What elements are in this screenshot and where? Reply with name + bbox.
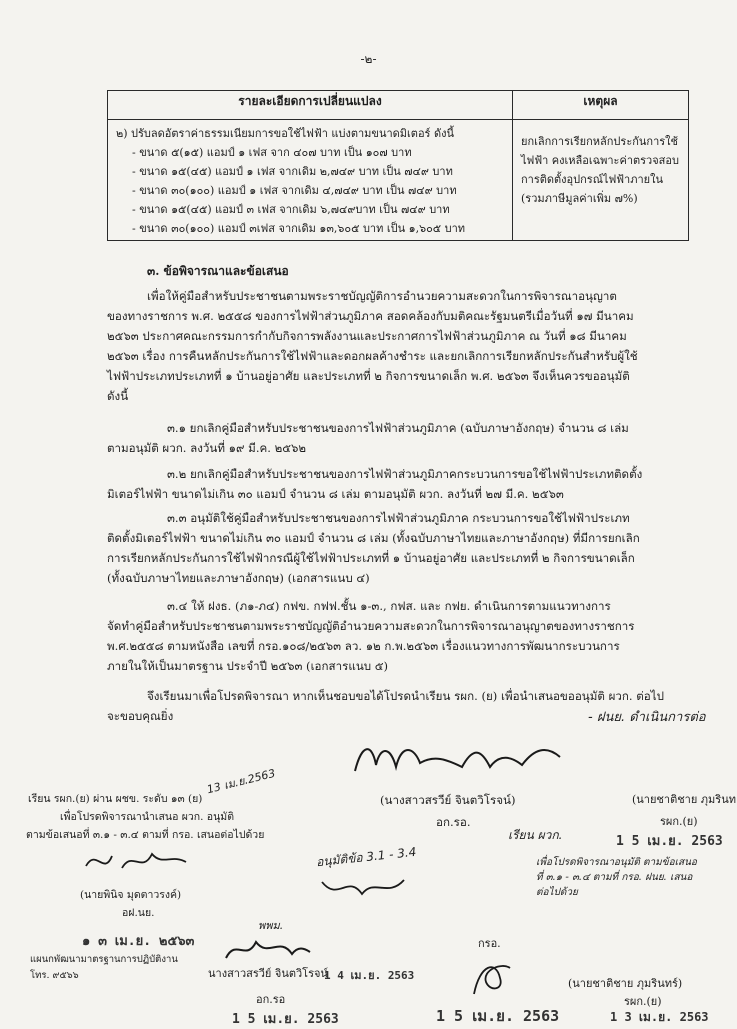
paragraph-line: ไฟฟ้าประเภทประเภทที่ ๑ บ้านอยู่อาศัย และประเภทที่ ๒ กิจการขนาดเล็ก พ.ศ. ๒๕๖๓ จึงเห็นควรขออนุมัติ bbox=[107, 369, 630, 383]
table-cell-details bbox=[108, 120, 513, 241]
phone-label: โทร. ๙๕๖๖ bbox=[30, 970, 79, 981]
reason-line: ไฟฟ้า คงเหลือเฉพาะค่าตรวจสอบ bbox=[521, 154, 679, 167]
paragraph-line: ๓.๑ ยกเลิกคู่มือสำหรับประชาชนของการไฟฟ้าส่วนภูมิภาค (ฉบับภาษาอังกฤษ) จำนวน ๘ เล่ม bbox=[167, 421, 629, 435]
reason-line: ยกเลิกการเรียกหลักประกันการใช้ bbox=[521, 135, 678, 148]
paragraph-line: ของทางราชการ พ.ศ. ๒๕๕๘ ของการไฟฟ้าส่วนภูมิภาค สอดคล้องกับมติคณะรัฐมนตรีเมื่อวันที่ ๑๗ มีนาคม bbox=[107, 309, 634, 323]
paragraph-line: ๓.๔ ให้ ฝงธ. (ภ๑-ภ๔) กฟข. กฟฟ.ชั้น ๑-๓., กฟส. และ กฟย. ดำเนินการตามแนวทางการ bbox=[167, 599, 611, 613]
left-line: ตามข้อเสนอที่ ๓.๑ - ๓.๔ ตามที่ กรอ. เสนอต่อไปด้วย bbox=[26, 829, 265, 841]
left-line: เพื่อโปรดพิจารณานำเสนอ ผวก. อนุมัติ bbox=[60, 811, 235, 823]
signer-title: อก.รอ. bbox=[436, 815, 471, 829]
approval-signature bbox=[318, 868, 408, 908]
paragraph-line: การเรียกหลักประกันการใช้ไฟฟ้ากรณีผู้ใช้ไฟฟ้าประเภทที่ ๑ บ้านอยู่อาศัย และประเภทที่ ๒ กิจการขนาดเล็ก bbox=[107, 551, 635, 565]
paragraph-line: จะขอบคุณยิ่ง bbox=[107, 709, 174, 723]
department-label: แผนกพัฒนามาตรฐานการปฏิบัติงาน bbox=[30, 954, 178, 965]
changes-table bbox=[107, 90, 689, 241]
paragraph-line: มิเตอร์ไฟฟ้า ขนาดไม่เกิน ๓๐ แอมป์ จำนวน ๘ เล่ม ตามอนุมัติ ผวก. ลงวันที่ ๒๗ มี.ค. ๒๕๖๓ bbox=[107, 487, 564, 501]
right-signer-name-2: (นายชาติชาย ภุมรินทร์) bbox=[568, 977, 683, 990]
paragraph-3-3 bbox=[107, 508, 697, 588]
right-signer-title: รผก.(ย) bbox=[660, 815, 698, 828]
handwritten-date: 13 เม.ย.2563 bbox=[205, 766, 277, 797]
left-signer-name: (นายพินิจ มุดตาวรงค์) bbox=[80, 889, 182, 901]
paragraph-line: ดังนี้ bbox=[107, 389, 129, 403]
date-stamp: 1 5 เม.ย. 2563 bbox=[232, 1012, 339, 1027]
paragraph-line: ๒๕๖๓ เรื่อง การคืนหลักประกันการใช้ไฟฟ้าและดอกผลค้างชำระ และยกเลิกการเรียกหลักประกันสำหรับผู้ใช้ bbox=[107, 349, 638, 363]
left-signer-title: อฝ.นย. bbox=[122, 907, 155, 919]
page-number: -๒- bbox=[360, 52, 377, 66]
handwritten-instruction: - ฝนย. ดำเนินการต่อ bbox=[588, 710, 706, 725]
handwritten-approval: อนุมัติข้อ 3.1 - 3.4 bbox=[315, 844, 417, 870]
paragraph-line: พ.ศ.๒๕๕๘ ตามหนังสือ เลขที่ กรอ.๑๐๘/๒๕๖๓ ลว. ๑๒ ก.พ.๒๕๖๓ เรื่องแนวทางการพัฒนากระบวนการ bbox=[107, 639, 620, 653]
list-item: - ขนาด ๑๕(๔๕) แอมป์ ๑ เฟส จากเดิม ๒,๗๔๙ บาท เป็น ๗๔๙ บาท bbox=[132, 165, 453, 178]
paragraph-line: ติดตั้งมิเตอร์ไฟฟ้า ขนาดไม่เกิน ๓๐ แอมป์ จำนวน ๘ เล่ม (ทั้งฉบับภาษาไทยและภาษาอังกฤษ) ที่มีการยกเลิก bbox=[107, 531, 640, 545]
gro-label: กรอ. bbox=[478, 937, 501, 950]
section-intro bbox=[107, 286, 697, 406]
right-signer-name: (นายชาติชาย ภุมรินท bbox=[632, 793, 736, 806]
left-signature bbox=[82, 846, 192, 882]
bottom-signature bbox=[222, 928, 312, 968]
handwritten-short-note: เรียน ผวก. bbox=[508, 828, 563, 842]
left-line: เรียน รผก.(ย) ผ่าน ผชข. ระดับ ๑๓ (ย) bbox=[28, 793, 203, 805]
date-stamp: 1 4 เม.ย. 2563 bbox=[324, 969, 415, 982]
paragraph-line: จัดทำคู่มือสำหรับประชาชนตามพระราชบัญญัติอำนวยความสะดวกในการพิจารณาอนุญาตของทางราชการ bbox=[107, 619, 635, 633]
item-title: ๒) ปรับลดอัตราค่าธรรมเนียมการขอใช้ไฟฟ้า แบ่งตามขนาดมิเตอร์ ดังนี้ bbox=[116, 127, 454, 140]
paragraph-3-1 bbox=[107, 418, 697, 458]
reason-line: (รวมภาษีมูลค่าเพิ่ม ๗%) bbox=[521, 192, 638, 205]
table-cell-reason bbox=[513, 120, 689, 241]
paragraph-line: ๓.๓ อนุมัติใช้คู่มือสำหรับประชาชนของการไฟฟ้าส่วนภูมิภาค กระบวนการขอใช้ไฟฟ้าประเภท bbox=[167, 511, 630, 525]
section-heading: ๓. ข้อพิจารณาและข้อเสนอ bbox=[147, 264, 289, 278]
table-header-details: รายละเอียดการเปลี่ยนแปลง bbox=[108, 91, 513, 120]
handwritten-right-note bbox=[536, 855, 736, 900]
reason-line: การติดตั้งอุปกรณ์ไฟฟ้าภายใน bbox=[521, 173, 663, 186]
list-item: - ขนาด ๓๐(๑๐๐) แอมป์ ๓เฟส จากเดิม ๑๓,๖๐๕ บาท เป็น ๑,๖๐๕ บาท bbox=[132, 222, 466, 235]
date-stamp: 1 3 เม.ย. 2563 bbox=[610, 1010, 709, 1024]
date-stamp: 1 5 เม.ย. 2563 bbox=[616, 834, 723, 849]
list-item: - ขนาด ๕(๑๕) แอมป์ ๑ เฟส จาก ๔๐๗ บาท เป็น ๑๐๗ บาท bbox=[132, 146, 412, 159]
main-signature bbox=[350, 733, 580, 783]
paragraph-line: ๒๕๖๓ ประกาศคณะกรรมการกำกับกิจการพลังงานและประกาศการไฟฟ้าส่วนภูมิภาค ณ วันที่ ๑๘ มีนาคม bbox=[107, 329, 627, 343]
paragraph-3-4 bbox=[107, 596, 697, 676]
date-stamp: ๑ ๓ เม.ย. ๒๕๖๓ bbox=[82, 934, 195, 949]
note-line: เพื่อโปรดพิจารณาอนุมัติ ตามข้อเสนอ bbox=[536, 857, 697, 868]
note-line: ที่ ๓.๑ - ๓.๔ ตามที่ กรอ. ฝนย. เสนอ bbox=[536, 872, 693, 883]
paragraph-line: ภายในให้เป็นมาตรฐาน ประจำปี ๒๕๖๓ (เอกสารแนบ ๕) bbox=[107, 659, 389, 673]
paragraph-line: ๓.๒ ยกเลิกคู่มือสำหรับประชาชนของการไฟฟ้าส่วนภูมิภาคกระบวนการขอใช้ไฟฟ้าประเภทติดตั้ง bbox=[167, 467, 643, 481]
signer-name: (นางสาวสรวีย์ จินตวิโรจน์) bbox=[380, 793, 516, 807]
bottom-signer-name: นางสาวสรวีย์ จินตวิโรจน์ bbox=[208, 967, 328, 980]
paragraph-line: ตามอนุมัติ ผวก. ลงวันที่ ๑๙ มี.ค. ๒๕๖๒ bbox=[107, 441, 307, 455]
paragraph-line: จึงเรียนมาเพื่อโปรดพิจารณา หากเห็นชอบขอได้โปรดนำเรียน รผก. (ย) เพื่อนำเสนอขออนุมัติ ผวก. ต่อไป bbox=[147, 689, 664, 703]
handwritten-initial: พพม. bbox=[258, 919, 284, 932]
paragraph-3-2 bbox=[107, 464, 697, 504]
gro-signature bbox=[466, 954, 516, 1002]
list-item: - ขนาด ๑๕(๔๕) แอมป์ ๓ เฟส จากเดิม ๖,๗๔๙บาท เป็น ๗๔๙ บาท bbox=[132, 203, 450, 216]
paragraph-line: (ทั้งฉบับภาษาไทยและภาษาอังกฤษ) (เอกสารแนบ ๔) bbox=[107, 571, 370, 585]
list-item: - ขนาด ๓๐(๑๐๐) แอมป์ ๑ เฟส จากเดิม ๔,๗๔๙ บาท เป็น ๗๔๙ บาท bbox=[132, 184, 457, 197]
paragraph-line: เพื่อให้คู่มือสำหรับประชาชนตามพระราชบัญญัติการอำนวยความสะดวกในการพิจารณาอนุญาต bbox=[147, 289, 617, 303]
right-signer-title-2: รผก.(ย) bbox=[624, 995, 662, 1008]
note-line: ต่อไปด้วย bbox=[536, 887, 578, 898]
bottom-title: อก.รอ bbox=[256, 993, 286, 1006]
table-header-reason: เหตุผล bbox=[513, 91, 689, 120]
date-stamp: 1 5 เม.ย. 2563 bbox=[436, 1007, 560, 1025]
